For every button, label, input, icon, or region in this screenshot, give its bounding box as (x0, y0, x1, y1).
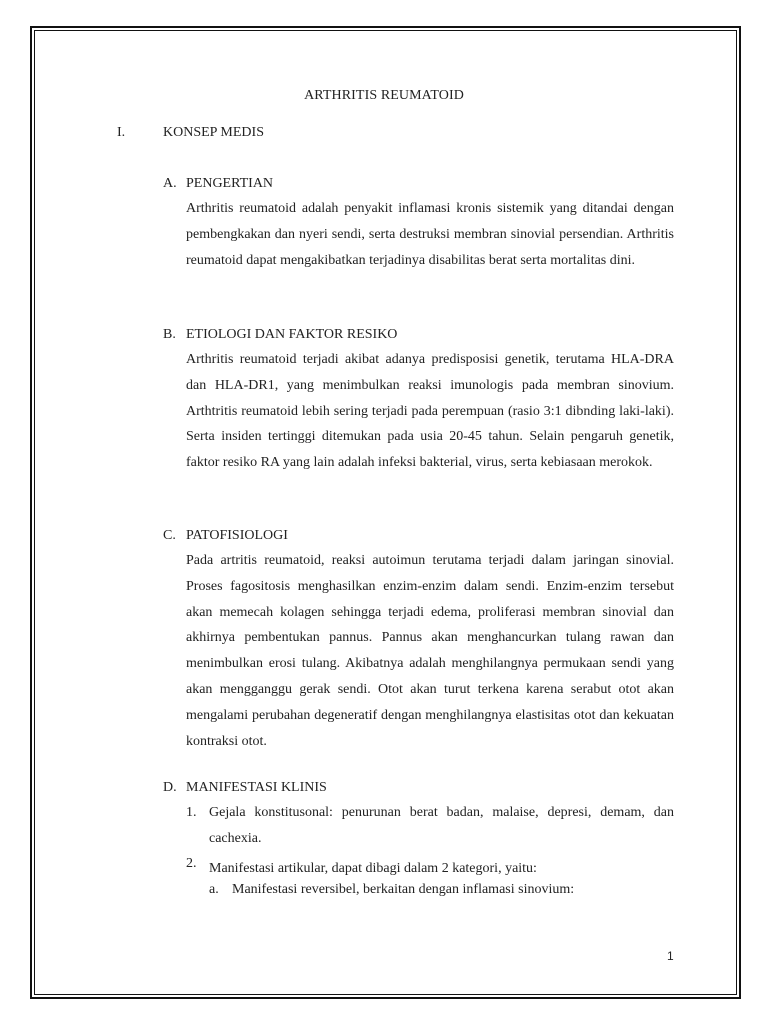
section-text-patofisiologi: Pada artritis reumatoid, reaksi autoimun terutama terjadi dalam jaringan sinovial. Proses fagositosis menghasilkan enzim-enzim dalam sendi. Enzim-enzim tersebut akan memecah kolagen sehingga terjadi edema, proliferasi membran sinovial dan akhirnya pembentukan pannus. Pannus akan menghancurkan tulang rawan dan menimbulkan erosi tulang. Akibatnya adalah menghilangnya permukaan sendi yang akan mengganggu gerak sendi. Otot akan turut terkena karena serabut otot akan mengalami perubahan degeneratif dengan menghilangnya elastisitas otot dan kekuatan kontraksi otot. (186, 553, 674, 749)
list-item-number: 2. (186, 856, 197, 871)
list-item-text: Manifestasi artikular, dapat dibagi dalam 2 kategori, yaitu: (209, 861, 537, 876)
section-text-etiologi: Arthritis reumatoid terjadi akibat adanya predisposisi genetik, terutama HLA-DRA dan HLA-DR1, yang menimbulkan reaksi imunologis pada membran sinovium. Arthtritis reumatoid lebih sering terjadi pada perempuan (rasio 3:1 dibnding laki-laki). Serta insiden tertinggi ditemukan pada usia 20-45 tahun. Selain pengaruh genetik, faktor resiko RA yang lain adalah infeksi bakterial, virus, serta kebiasaan merokok. (186, 352, 674, 471)
sublist-item-text: Manifestasi reversibel, berkaitan dengan inflamasi sinovium: (232, 882, 575, 897)
section-text-pengertian: Arthritis reumatoid adalah penyakit inflamasi kronis sistemik yang ditandai dengan pembengkakan dan nyeri sendi, serta destruksi membran sinovial persendian. Arthritis reumatoid dapat mengakibatkan terjadinya disabilitas berat serta mortalitas dini. (186, 201, 674, 268)
page-number: 1 (667, 949, 674, 963)
section-title-manifestasi: MANIFESTASI KLINIS (186, 780, 327, 795)
section-letter-b: B. (163, 327, 176, 342)
document-title: ARTHRITIS REUMATOID (304, 88, 464, 103)
section-letter-d: D. (163, 780, 177, 795)
sublist-item-letter: a. (209, 882, 219, 897)
section-letter-a: A. (163, 176, 177, 191)
list-item-number: 1. (186, 805, 197, 820)
section-title-etiologi: ETIOLOGI DAN FAKTOR RESIKO (186, 327, 398, 342)
section-letter-c: C. (163, 528, 176, 543)
chapter-numeral: I. (117, 125, 126, 140)
section-title-pengertian: PENGERTIAN (186, 176, 274, 191)
chapter-title: KONSEP MEDIS (163, 125, 264, 140)
section-title-patofisiologi: PATOFISIOLOGI (186, 528, 288, 543)
list-item-text: Gejala konstitusonal: penurunan berat badan, malaise, depresi, demam, dan cachexia. (209, 805, 674, 846)
